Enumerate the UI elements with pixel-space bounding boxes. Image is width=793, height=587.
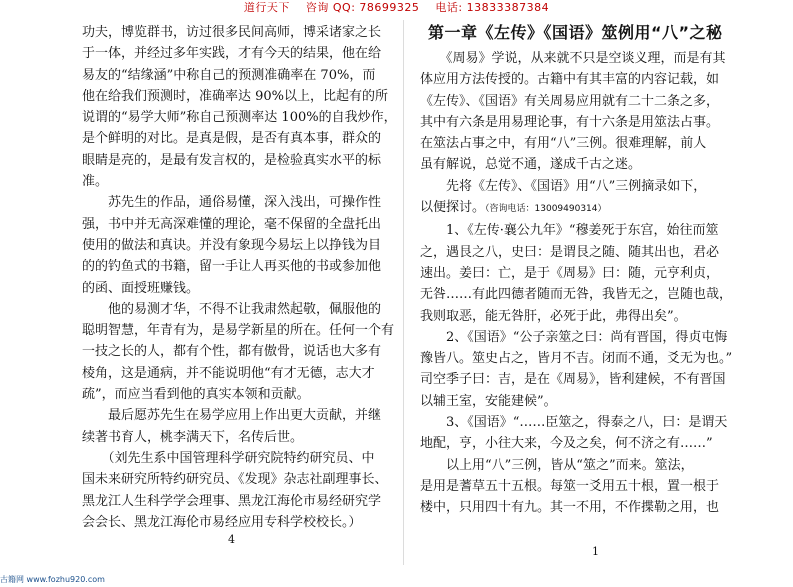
text-line: 无咎……有此四德者随而无咎，我皆无之，岂随也哉， <box>420 287 733 303</box>
text-line: 他的易测才华，不得不让我肃然起敬，佩服他的 <box>82 301 382 317</box>
header-phone: 电话: 13833387384 <box>435 1 550 14</box>
text-line: 虽有解说，总觉不通，遂成千古之迷。 <box>420 157 642 173</box>
text-line: 功夫，博览群书，访过很多民间高师，博采诸家之长 <box>82 25 382 40</box>
text-line: 疏”，而应当看到他的真实本领和贡献。 <box>82 387 310 403</box>
text-line: 《左传》、《国语》有关周易应用就有二十二条之多， <box>420 93 720 109</box>
text-line: 国未来研究所特约研究员、《发现》杂志社副理事长、 <box>82 472 388 488</box>
text-line: （刘先生系中国管理科学研究院特约研究员、中 <box>82 450 375 466</box>
text-line: 3、《国语》“……臣筮之，得泰之八，曰：是谓天 <box>420 415 728 431</box>
text-line: 易友的“结缘涵”中称自己的预测准确率在 70%，而 <box>82 67 376 83</box>
page-number-right: 1 <box>592 545 599 558</box>
text-line: 苏先生的作品，通俗易懂，深入浅出，可操作性 <box>82 195 382 211</box>
page-number-left: 4 <box>228 533 235 546</box>
text-line: 是个鲜明的对比。是真是假，是否有真本事，群众的 <box>82 131 382 147</box>
text-line: 是用是蓍草五十五根。每筮一爻用五十根，置一根于 <box>420 478 720 494</box>
text-line: 会会长、黑龙江海伦市易经应用专科学校校长。） <box>82 514 362 530</box>
text-line: 地配，亨，小往大来，今及之矣，何不济之有……” <box>420 436 713 452</box>
text-line: 先将《左传》、《国语》用“八”三例摘录如下， <box>420 178 707 194</box>
text-line: 体应用方法传授的。古籍中有其丰富的内容记载，如 <box>420 72 720 88</box>
page-gutter <box>403 20 404 565</box>
text-line: 《周易》学说，从来就不只是空谈义理，而是有其 <box>420 51 726 66</box>
text-line: 楼中，只用四十有九。其一不用，不作揲勒之用，也 <box>420 500 720 516</box>
text-line: 说谓的“易学大师”称自己预测率达 100%的自我炒作， <box>82 110 397 126</box>
text-line: 使用的做法和真诀。并没有象现今易坛上以挣钱为目 <box>82 237 382 253</box>
footer-site-mark: 古籍网 www.fozhu920.com <box>0 575 105 584</box>
text-line: 黑龙江人生科学学会理事、黑龙江海伦市易经研究学 <box>82 493 382 509</box>
text-line: 以上用“八”三例，皆从“筮之”而来。筮法， <box>420 457 694 473</box>
text-line: 眼睛是亮的，是最有发言权的，是检验真实水平的标 <box>82 152 382 168</box>
text-line: 续著书育人，桃李满天下，名传后世。 <box>82 429 304 445</box>
text-line: 强，书中并无高深难懂的理论，毫不保留的全盘托出 <box>82 216 382 232</box>
text-line: 速出。姜曰：亡，是于《周易》曰：随，元亨利贞， <box>420 265 720 281</box>
header-bar <box>0 0 793 16</box>
text-line: 2、《国语》“公子亲筮之曰：尚有晋国，得贞屯悔 <box>420 329 728 345</box>
text-line: 1、《左传·襄公九年》“穆姜死于东宫，始往而筮 <box>420 223 719 239</box>
right-page <box>420 22 772 519</box>
text-line: 的的钓鱼式的书籍，留一手让人再买他的书或参加他 <box>82 259 382 275</box>
text-line: 以辅王室，安能建候”。 <box>420 393 557 409</box>
text-line: 一技之长的人，都有个性，都有傲骨，说话也大多有 <box>82 344 382 360</box>
text-line: 最后愿苏先生在易学应用上作出更大贡献，并继 <box>82 408 382 424</box>
text-line: 棱角，这是通病，并不能说明他“有才无德，志大才 <box>82 365 375 381</box>
contact-note: （咨询电话：13009490314） <box>485 204 607 215</box>
header-brand: 道行天下 <box>243 1 290 14</box>
text-line: 司空季子曰：吉，是在《周易》，皆利建候，不有晋国 <box>420 372 726 388</box>
text-line: 其中有六条是用易理论事，有十六条是用筮法占事。 <box>420 114 720 130</box>
text-line: 之，遇艮之八，史曰：是谓艮之随、随其出也，君必 <box>420 244 720 260</box>
left-page <box>82 22 397 533</box>
text-line: 豫皆八。筮史占之，皆月不吉。闭而不通，爻无为也。” <box>420 351 733 367</box>
text-fragment: 以便探讨。 <box>420 200 486 216</box>
text-line: 的函、面授班赚钱。 <box>82 280 200 296</box>
text-line: 准。 <box>82 174 109 190</box>
text-line: 于一体，并经过多年实践，才有今天的结果，他在给 <box>82 46 382 62</box>
header-qq: 咨询 QQ: 78699325 <box>305 1 420 14</box>
text-line-with-note <box>420 197 772 220</box>
text-line: 在筮法占事之中，有用“八”三例。很难理解，前人 <box>420 136 707 152</box>
text-line: 我则取恶，能无咎肝，必死于此，弗得出矣”。 <box>420 308 687 324</box>
chapter-title: 第一章《左传》《国语》筮例用“八”之秘 <box>428 23 723 42</box>
text-line: 聪明智慧，年青有为，是易学新星的所在。任何一个有 <box>82 323 395 339</box>
text-line: 他在给我们预测时，准确率达 90%以上，比起有的所 <box>82 88 389 104</box>
